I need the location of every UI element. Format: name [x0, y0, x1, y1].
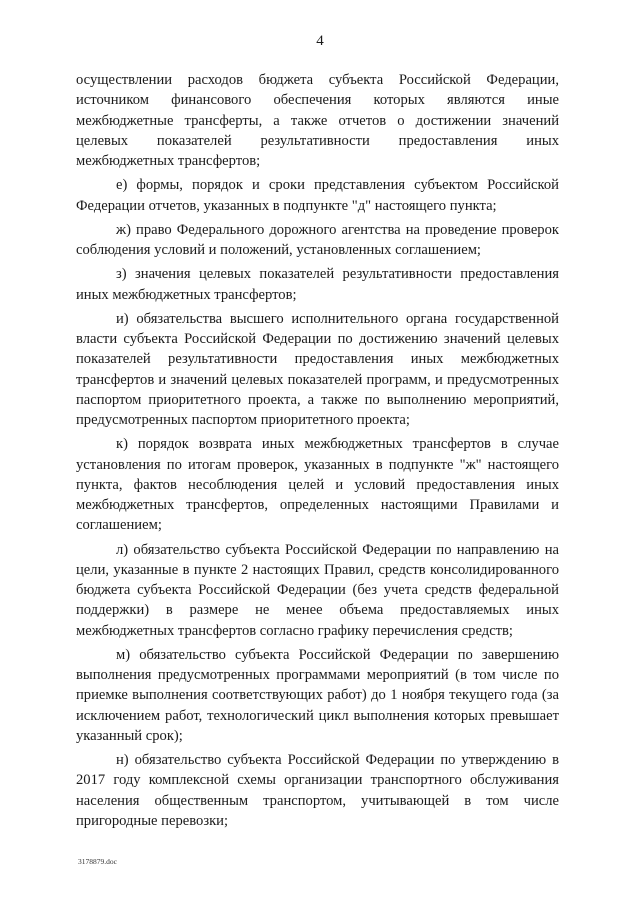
file-name-footer: 3178879.doc	[78, 857, 117, 866]
paragraph-item-m: м) обязательство субъекта Российской Федерации по завершению выполнения предусмотренных программами мероприятий (в том числе по приемке выполнения соответствующих работ) до 1 ноября текущего года (за исключением работ, технологический цикл выполнения которых превышает указанный срок);	[76, 646, 559, 744]
paragraph-item-zh: ж) право Федерального дорожного агентства на проведение проверок соблюдения условий и положений, установленных соглашением;	[76, 221, 559, 258]
paragraph-item-i: и) обязательства высшего исполнительного органа государственной власти субъекта Российской Федерации по достижению значений целевых показателей результативности предоставления иных межбюджетных трансфертов и значений целевых показателей программ, и предусмотренных паспортом приоритетного проекта, а также по выполнению мероприятий, предусмотренных паспортом приоритетного проекта;	[76, 310, 559, 428]
paragraph-item-l: л) обязательство субъекта Российской Федерации по направлению на цели, указанные в пункте 2 настоящих Правил, средств консолидированного бюджета субъекта Российской Федерации (без учета средств федеральной поддержки) в размере не менее объема предоставляемых иных межбюджетных трансфертов согласно графику перечисления средств;	[76, 541, 559, 639]
paragraph-item-n: н) обязательство субъекта Российской Федерации по утверждению в 2017 году комплексной схемы организации транспортного обслуживания населения общественным транспортом, учитывающей в том числе пригородные перевозки;	[76, 752, 559, 829]
paragraph-item-k: к) порядок возврата иных межбюджетных трансфертов в случае установления по итогам проверок, указанных в подпункте "ж" настоящего пункта, фактов несоблюдения целей и условий предоставления иных межбюджетных трансфертов, определенных настоящими Правилами и соглашением;	[76, 436, 559, 534]
paragraph-continuation: осуществлении расходов бюджета субъекта Российской Федерации, источником финансового обеспечения которых являются иные межбюджетные трансферты, а также отчетов о достижении значений целевых показателей результативности предоставления иных межбюджетных трансфертов;	[76, 72, 559, 169]
paragraph-item-e: е) формы, порядок и сроки представления субъектом Российской Федерации отчетов, указанных в подпункте "д" настоящего пункта;	[76, 177, 559, 214]
page-number: 4	[316, 33, 324, 49]
paragraph-item-z: з) значения целевых показателей результативности предоставления иных межбюджетных трансфертов;	[76, 266, 559, 303]
document-body	[76, 70, 559, 831]
